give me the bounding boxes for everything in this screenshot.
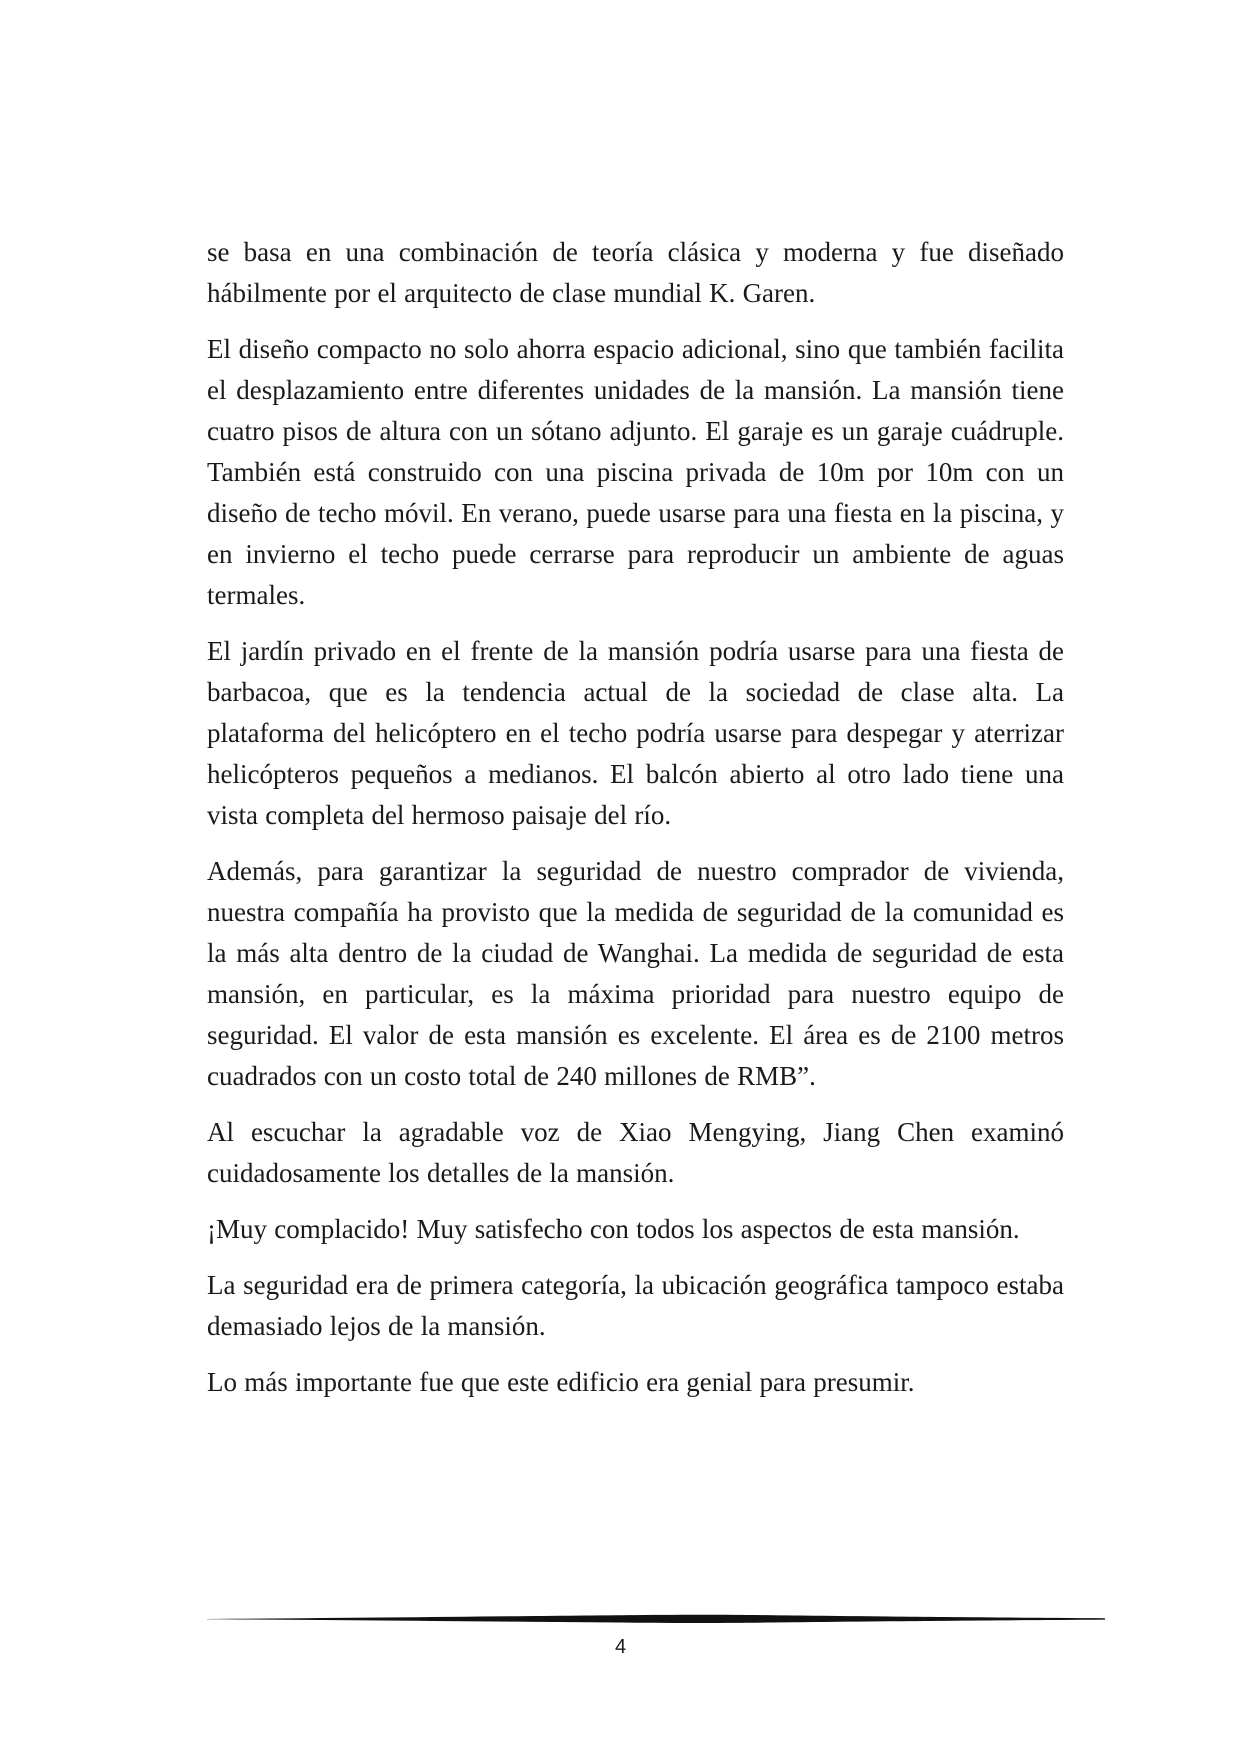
paragraph-4: Además, para garantizar la seguridad de nuestro comprador de vivienda, nuestra compañía ha provisto que la medida de seguridad de la comunidad es la más alta dentro de la ciudad de Wanghai. La medida de seguridad de esta mansión, en particular, es la máxima prioridad para nuestro equipo de seguridad. El valor de esta mansión es excelente. El área es de 2100 metros cuadrados con un costo total de 240 millones de RMB”. [207,856,1064,1091]
paragraph-3: El jardín privado en el frente de la mansión podría usarse para una fiesta de barbacoa, que es la tendencia actual de la sociedad de clase alta. La plataforma del helicóptero en el techo podría usarse para despegar y aterrizar helicópteros pequeños a medianos. El balcón abierto al otro lado tiene una vista completa del hermoso paisaje del río. [207,636,1064,830]
paragraph-1: se basa en una combinación de teoría clásica y moderna y fue diseñado hábilmente por el arquitecto de clase mundial K. Garen. [207,237,1064,308]
paragraph-5: Al escuchar la agradable voz de Xiao Mengying, Jiang Chen examinó cuidadosamente los detalles de la mansión. [207,1117,1064,1188]
paragraph-8: Lo más importante fue que este edificio era genial para presumir. [207,1367,915,1397]
paragraph-2: El diseño compacto no solo ahorra espacio adicional, sino que también facilita el desplazamiento entre diferentes unidades de la mansión. La mansión tiene cuatro pisos de altura con un sótano adjunto. El garaje es un garaje cuádruple. También está construido con una piscina privada de 10m por 10m con un diseño de techo móvil. En verano, puede usarse para una fiesta en la piscina, y en invierno el techo puede cerrarse para reproducir un ambiente de aguas termales. [207,334,1064,610]
paragraph-6: ¡Muy complacido! Muy satisfecho con todos los aspectos de esta mansión. [207,1214,1020,1244]
paragraph-7: La seguridad era de primera categoría, la ubicación geográfica tampoco estaba demasiado lejos de la mansión. [207,1270,1064,1341]
page-body [207,232,1064,1418]
page-number: 4 [614,1636,627,1658]
footer-divider [207,1614,1105,1624]
